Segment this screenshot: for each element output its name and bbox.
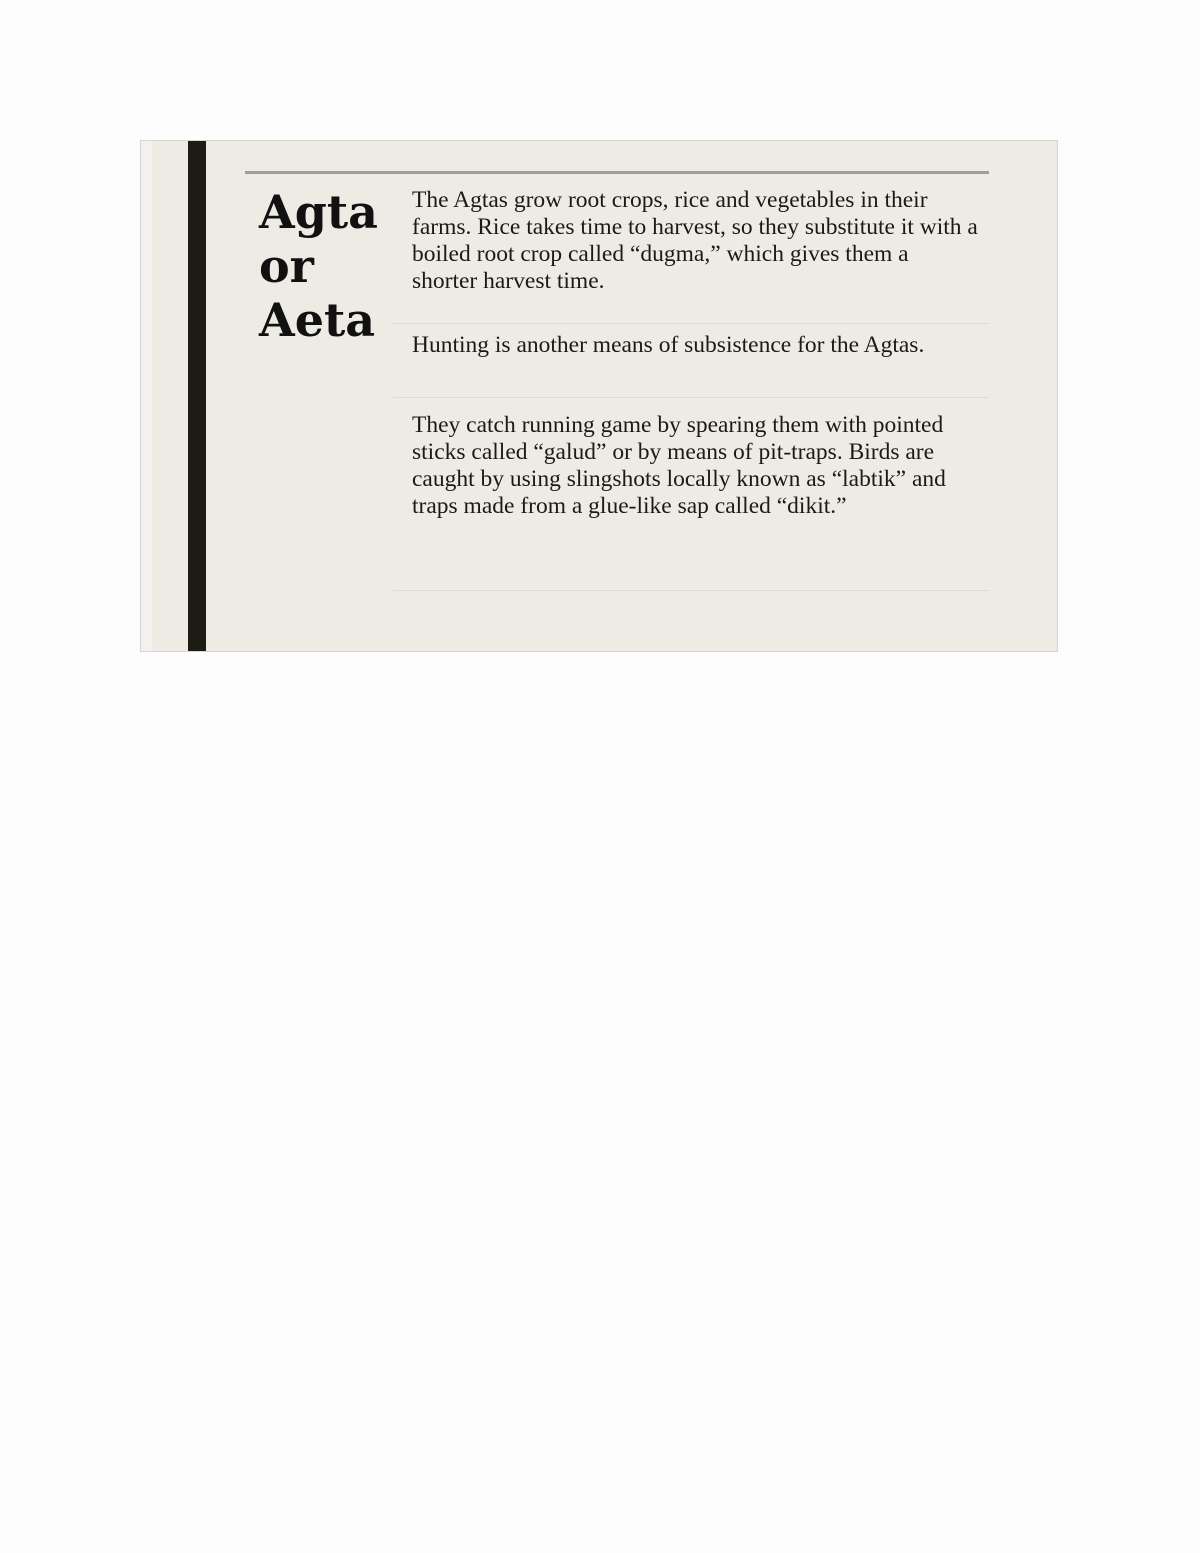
content-list bbox=[393, 187, 989, 591]
title-line: Agta bbox=[259, 185, 378, 239]
slide-image bbox=[140, 140, 1058, 652]
title-line: or bbox=[259, 239, 314, 293]
paragraph-hunting: Hunting is another means of subsistence for the Agtas. bbox=[412, 332, 925, 358]
title-line: Aeta bbox=[259, 293, 376, 347]
top-rule bbox=[245, 171, 989, 174]
divider bbox=[393, 590, 989, 591]
accent-bar bbox=[188, 141, 206, 651]
paragraph-game-catching: They catch running game by spearing them with pointed sticks called “galud” or by means of pit-traps. Birds are caught by using slingshots locally known as “labtik” and traps made from a glue-like sap called “dikit.” bbox=[412, 412, 946, 519]
paragraph-farming: The Agtas grow root crops, rice and vegetables in their farms. Rice takes time to harvest, so they substitute it with a boiled root crop called “dugma,” which gives them a shorter harvest time. bbox=[412, 187, 978, 294]
slide-title bbox=[259, 185, 389, 347]
slide-edge bbox=[141, 141, 152, 651]
